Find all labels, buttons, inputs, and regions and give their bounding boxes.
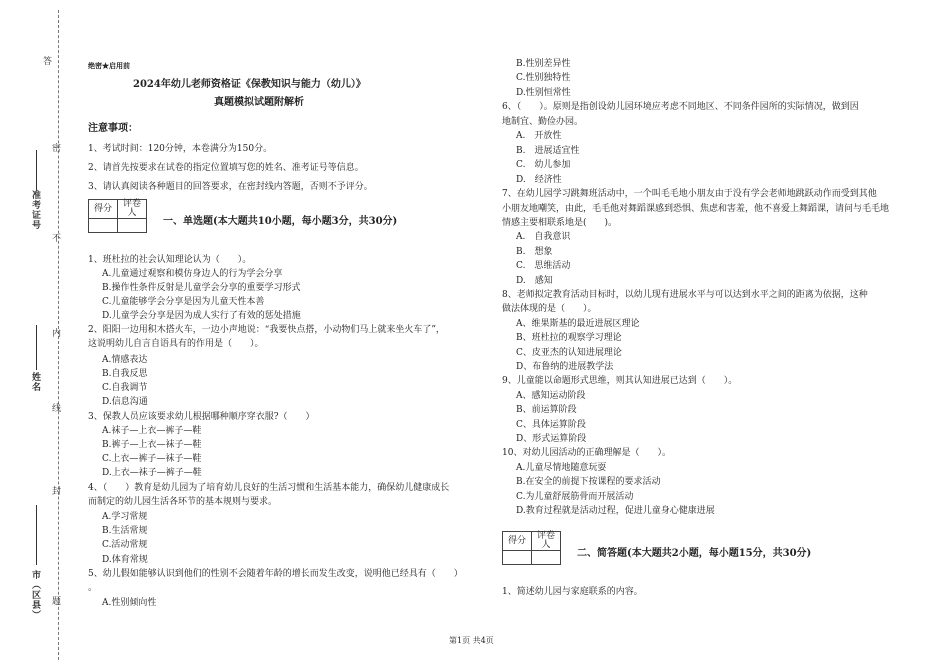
answer-option: D.教育过程就是活动过程，促进儿童身心健康进展	[516, 506, 715, 516]
answer-option: D.儿童学会分享是因为成人实行了有效的惩处措施	[102, 311, 301, 321]
answer-option: C.上衣—裤子—袜子—鞋	[102, 454, 202, 464]
answer-option: D.性别恒常性	[516, 88, 571, 98]
paper-title-line2: 真题模拟试题附解析	[214, 97, 304, 108]
answer-option: B.在安全的前提下按课程的要求活动	[516, 477, 661, 487]
question-text: 8、老师拟定教育活动目标时，以幼儿现有进展水平与可以达到水平之间的距离为依据，这种	[502, 290, 868, 300]
note-item: 2、请首先按要求在试卷的指定位置填写您的姓名、准考证号等信息。	[88, 163, 364, 173]
question-text: 5、幼儿假如能够认识到他们的性别不会随着年龄的增长而发生改变，说明他已经具有（ ）	[88, 569, 463, 579]
exam-number-line	[36, 150, 39, 190]
question-text: 2、阳阳一边用积木搭火车，一边小声地说：“我要快点搭，小动物们马上就来坐火车了”，	[88, 325, 445, 335]
answer-option: A. 开放性	[516, 131, 562, 141]
answer-option: B.裤子—上衣—袜子—鞋	[102, 440, 202, 450]
answer-option: B.生活常规	[102, 526, 148, 536]
question-text: 6、（ ）。原则是指创设幼儿园环境应考虑不同地区、不同条件园所的实际情况，做到因	[502, 102, 859, 112]
seal-char: 内	[52, 329, 62, 339]
answer-option: A. 自我意识	[516, 232, 571, 242]
question-text: 情感主要相联系地是( )。	[502, 218, 618, 228]
answer-option: D.信息沟通	[102, 397, 148, 407]
seal-char: 密	[52, 144, 62, 154]
paper-title-line1: 2024年幼儿老师资格证《保教知识与能力（幼儿）》	[133, 79, 366, 90]
score-label: 得分	[503, 532, 532, 551]
answer-option: C. 幼儿参加	[516, 160, 571, 170]
answer-option: A、感知运动阶段	[516, 391, 586, 401]
answer-option: B.性别差异性	[516, 59, 571, 69]
note-item: 3、请认真阅读各种题目的回答要求，在密封线内答题，否则不予评分。	[88, 182, 373, 192]
answer-option: C.活动常规	[102, 540, 148, 550]
answer-option: A、维果斯基的最近进展区理论	[516, 319, 640, 329]
question-text: 地制宜、勤俭办园。	[502, 117, 584, 127]
answer-option: D. 经济性	[516, 175, 562, 185]
answer-option: C.为儿童舒展筋骨而开展活动	[516, 492, 634, 502]
answer-option: D.上衣—袜子—裤子—鞋	[102, 468, 202, 478]
answer-option: B.操作性条件反射是儿童学会分享的重要学习形式	[102, 283, 301, 293]
name-label: 姓名	[30, 372, 40, 392]
section2-question-1: 1、简述幼儿园与家庭联系的内容。	[502, 587, 643, 597]
question-text: 小朋友地嘲笑，由此，毛毛他对舞蹈课感到恐惧、焦虑和害羞，他不喜爱上舞蹈课，请问与毛毛地	[502, 204, 890, 214]
answer-option: A.学习常规	[102, 512, 148, 522]
answer-option: B. 进展适宜性	[516, 146, 580, 156]
question-text: 1、班杜拉的社会认知理论认为（ ）。	[88, 255, 252, 265]
notes-heading: 注意事项：	[88, 123, 138, 134]
question-text: 9、儿童能以命题形式思维，则其认知进展已达到（ ）。	[502, 376, 738, 386]
question-text: 。	[88, 583, 98, 593]
answer-option: C、具体运算阶段	[516, 420, 586, 430]
question-text: 7、在幼儿园学习跳舞班活动中，一个叫毛毛地小朋友由于没有学会老师地跳跃动作而受到其他	[502, 189, 877, 199]
score-cell	[89, 219, 118, 233]
grader-cell	[532, 551, 561, 565]
question-text: 4、（ ）教育是幼儿园为了培育幼儿良好的生活习惯和生活基本能力，确保幼儿健康成长	[88, 483, 450, 493]
seal-char: 题	[52, 597, 62, 607]
city-label: 市（区县）	[30, 570, 40, 620]
grader-label: 评卷人	[118, 200, 147, 219]
answer-option: A.性别倾向性	[102, 598, 157, 608]
answer-option: D、形式运算阶段	[516, 434, 587, 444]
seal-char: 封	[52, 487, 62, 497]
score-box	[88, 199, 147, 233]
answer-option: D. 感知	[516, 276, 553, 286]
answer-option: B、前运算阶段	[516, 405, 577, 415]
binding-top-mark: 答	[43, 57, 53, 67]
answer-option: C.性别独特性	[516, 73, 571, 83]
question-text: 这说明幼儿自言自语具有的作用是（ ）。	[88, 339, 264, 349]
answer-option: B.自我反思	[102, 369, 148, 379]
answer-option: C. 思维活动	[516, 261, 571, 271]
seal-char: 线	[52, 404, 62, 414]
question-text: 而制定的幼儿园生活各环节的基本规则与要求。	[88, 497, 278, 507]
page-number: 第1页 共4页	[449, 636, 494, 645]
question-text: 10、对幼儿园活动的正确理解是（ ）。	[502, 448, 671, 458]
seal-char: 不	[52, 234, 62, 244]
section2-title: 二、简答题(本大题共2小题，每小题15分，共30分)	[577, 548, 812, 559]
answer-option: A.袜子—上衣—裤子—鞋	[102, 426, 202, 436]
question-text: 做法体现的是（ ）。	[502, 304, 597, 314]
answer-option: D.体育常规	[102, 555, 148, 565]
city-line	[36, 505, 39, 565]
section1-title: 一、单选题(本大题共10小题，每小题3分，共30分)	[163, 216, 398, 227]
score-cell	[503, 551, 532, 565]
answer-option: A.儿童尽情地随意玩耍	[516, 463, 607, 473]
grader-cell	[118, 219, 147, 233]
answer-option: C、皮亚杰的认知进展理论	[516, 348, 622, 358]
answer-option: B、班杜拉的观察学习理论	[516, 333, 622, 343]
exam-number-label: 准考证号	[30, 190, 40, 230]
answer-option: A.儿童通过观察和模仿身边人的行为学会分享	[102, 269, 283, 279]
answer-option: A.情感表达	[102, 355, 148, 365]
answer-option: C.自我调节	[102, 383, 148, 393]
name-line	[36, 325, 39, 370]
answer-option: B. 想象	[516, 247, 553, 257]
question-text: 3、保教人员应该要求幼儿根据哪种顺序穿衣服?（ ）	[88, 412, 315, 422]
note-item: 1、考试时间：120分钟，本卷满分为150分。	[88, 144, 273, 154]
score-label: 得分	[89, 200, 118, 219]
grader-label: 评卷人	[532, 532, 561, 551]
answer-option: C.儿童能够学会分享是因为儿童天性本善	[102, 297, 265, 307]
score-box-2	[502, 531, 561, 565]
answer-option: D、布鲁纳的进展教学法	[516, 362, 614, 372]
confidential-mark: 绝密★启用前	[88, 61, 130, 70]
